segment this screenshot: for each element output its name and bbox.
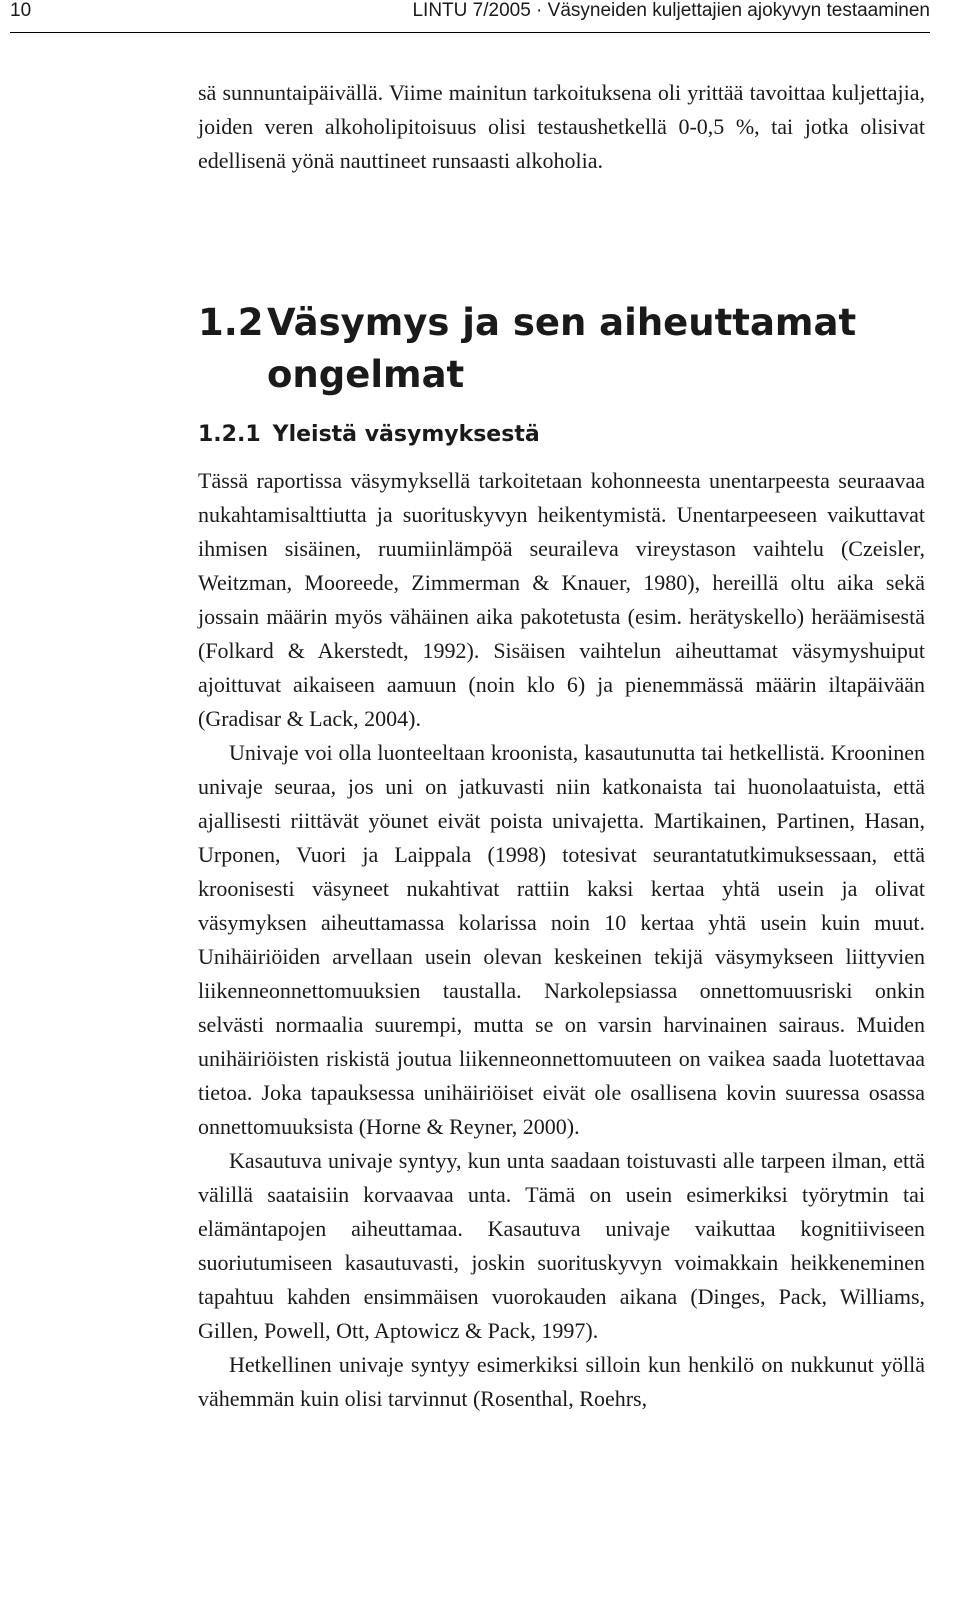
paragraph: Univaje voi olla luonteeltaan kroonista, kasautunutta tai hetkellistä. Krooninen univaje seuraa, jos uni on jatkuvasti niin katkonaista tai huonolaatuista, että ajallisesti riittävät yöunet eivät poista univajetta. Martikainen, Partinen, Hasan, Urponen, Vuori ja Laippala (1998) totesivat seurantatutkimuksessaan, että kroonisesti väsyneet nukahtivat rattiin kaksi kertaa yhtä usein ja olivat väsymyksen aiheuttamassa kolarissa noin 10 kertaa yhtä usein kuin muut. Unihäiriöiden arvellaan usein olevan keskeinen tekijä väsymykseen liittyvien liikenneonnettomuuksien taustalla. Narkolepsiassa onnettomuusriski onkin selvästi normaalia suurempi, mutta se on varsin harvinainen sairaus. Muiden unihäiriöisten riskistä joutua liikenneonnettomuuteen on vaikea saada luotettavaa tietoa. Joka tapauksessa unihäiriöiset eivät ole osallisena kovin suuressa osassa onnettomuuksista (Horne & Reyner, 2000). <box>198 740 925 1139</box>
paragraph: Hetkellinen univaje syntyy esimerkiksi silloin kun henkilö on nukkunut yöllä vähemmän kuin olisi tarvinnut (Rosenthal, Roehrs, <box>198 1352 925 1411</box>
section-title-line2: ongelmat <box>267 353 465 396</box>
paragraph: Kasautuva univaje syntyy, kun unta saadaan toistuvasti alle tarpeen ilman, että välillä saataisiin korvaavaa unta. Tämä on usein esimerkiksi työrytmin tai elämäntapojen aiheuttamaa. Kasautuva univaje vaikuttaa kognitiiviseen suoriutumiseen kasautuvasti, joskin suorituskyvyn voimakkain heikkeneminen tapahtuu kahden ensimmäisen vuorokauden aikana (Dinges, Pack, Williams, Gillen, Powell, Ott, Aptowicz & Pack, 1997). <box>198 1148 925 1343</box>
subsection-title: Yleistä väsymyksestä <box>272 422 540 447</box>
body-text <box>198 464 925 1416</box>
intro-paragraph: sä sunnuntaipäivällä. Viime mainitun tarkoituksena oli yrittää tavoittaa kuljettajia, joiden veren alkoholipitoisuus olisi testaushetkellä 0-0,5 %, tai jotka olisivat edellisenä yönä nauttineet runsaasti alkoholia. <box>198 80 925 173</box>
section-number: 1.2 <box>198 301 264 344</box>
section-title-line1: Väsymys ja sen aiheuttamat <box>267 301 857 344</box>
paragraph: Tässä raportissa väsymyksellä tarkoitetaan kohonneesta unentarpeesta seuraavaa nukahtamisalttiutta ja suorituskyvyn heikentymistä. Unentarpeeseen vaikuttavat ihmisen sisäinen, ruumiinlämpöä seuraileva vireystason vaihtelu (Czeisler, Weitzman, Mooreede, Zimmerman & Knauer, 1980), hereillä oltu aika sekä jossain määrin myös vähäinen aika pakotetusta (esim. herätyskello) heräämisestä (Folkard & Akerstedt, 1992). Sisäisen vaihtelun aiheuttamat väsymyshuiput ajoittuvat aikaiseen aamuun (noin klo 6) ja pienemmässä määrin iltapäivään (Gradisar & Lack, 2004). <box>198 468 925 731</box>
page-header <box>10 0 930 33</box>
section-heading <box>198 297 856 401</box>
running-title: LINTU 7/2005 · Väsyneiden kuljettajien ajokyvyn testaaminen <box>412 0 930 21</box>
subsection-number: 1.2.1 <box>198 422 261 447</box>
page-number: 10 <box>10 0 32 21</box>
subsection-heading <box>198 420 540 450</box>
